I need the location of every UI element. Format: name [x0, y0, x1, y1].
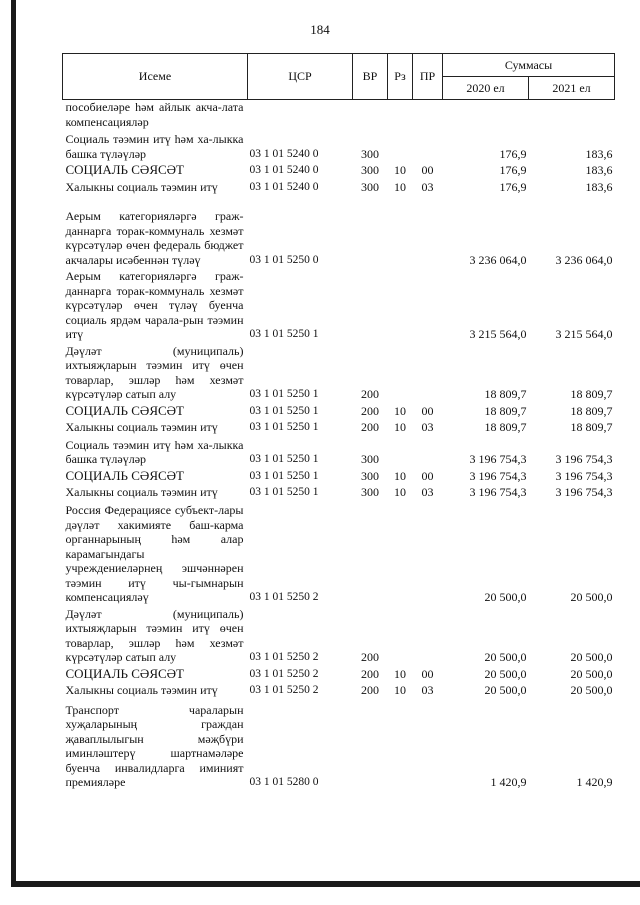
row-vr: [353, 196, 388, 269]
row-rz: 10: [394, 163, 406, 177]
table-header: [63, 54, 615, 100]
row-rz: 10: [394, 683, 406, 697]
row-name: Социаль тәэмин итү һәм ха-лыкка башка түләүләр: [65, 132, 244, 161]
row-rz: [388, 502, 413, 607]
row-csr: [248, 100, 353, 132]
table-row: [63, 437, 615, 469]
row-sum-2021: 3 196 754,3: [555, 468, 613, 483]
table-row: [63, 131, 615, 163]
table-row: [63, 100, 615, 132]
row-sum-2021: 3 196 754,3: [555, 485, 613, 499]
row-pr: [413, 607, 443, 667]
row-vr: [353, 502, 388, 607]
row-csr: 03 1 01 5240 0: [249, 164, 319, 176]
row-name: Социаль тәэмин итү һәм ха-лыкка башка түләүләр: [65, 437, 244, 466]
table-row: [63, 269, 615, 344]
table-row: [63, 196, 615, 269]
row-name: Россия Федерациясе субъект-лары дәүләт хакимияте баш-карма органнарының һәм алар карамагындагы учреждениеләрнең эшчәннәрен тәэмин итү чы-гымнарын компенсацияләү: [65, 503, 244, 604]
header-year-2021: 2021 ел: [529, 77, 615, 100]
row-pr: 00: [421, 468, 434, 483]
row-rz: [388, 196, 413, 269]
row-sum-2021: 3 236 064,0: [555, 252, 613, 267]
row-vr: 200: [361, 403, 379, 418]
row-vr: 300: [361, 146, 379, 161]
row-vr: [353, 700, 388, 792]
row-pr: [413, 437, 443, 469]
row-pr: 00: [421, 666, 434, 681]
row-vr: 200: [361, 666, 379, 681]
row-csr: 03 1 01 5250 1: [249, 388, 319, 400]
row-sum-2020: 20 500,0: [484, 650, 527, 664]
row-sum-2021: 3 196 754,3: [555, 452, 613, 466]
row-pr: 03: [421, 420, 434, 434]
row-vr: 200: [361, 683, 379, 697]
row-rz: 10: [394, 485, 406, 499]
table-row: [63, 420, 615, 437]
header-vr: ВР: [353, 54, 388, 100]
row-rz: [388, 131, 413, 163]
row-rz: [388, 269, 413, 344]
row-rz: [388, 607, 413, 667]
row-name: Дәүләт (муниципаль) ихтыяҗларын тәэмин итү өчен товарлар, эшләр һәм хезмәт күрсәтүләр сатып алу: [65, 343, 244, 401]
row-csr: 03 1 01 5250 1: [249, 404, 319, 417]
page-edge-left: [11, 0, 16, 885]
row-rz: [388, 344, 413, 404]
table-row: [63, 163, 615, 180]
row-pr: 03: [421, 179, 434, 194]
row-pr: 03: [421, 683, 434, 697]
row-vr: 200: [361, 387, 379, 401]
row-name: Аерым категорияләргә граж-даннарга торак-коммуналь хезмәт күрсәтүләр өчен түләү буенча социаль ярдәм чарала-рын тәэмин итү: [65, 269, 244, 341]
row-sum-2021: 20 500,0: [570, 683, 613, 697]
row-csr: 03 1 01 5240 0: [249, 147, 319, 160]
row-rz: 10: [394, 179, 406, 194]
row-sum-2020: 3 196 754,3: [469, 485, 527, 499]
header-sums: Суммасы: [443, 54, 615, 77]
row-sum-2020: 1 420,9: [490, 775, 527, 789]
row-sum-2020: 176,9: [499, 146, 527, 161]
row-sum-2021: 18 809,7: [570, 403, 613, 418]
row-rz: 10: [394, 666, 406, 681]
row-sum-2021: 20 500,0: [570, 590, 613, 604]
page-edge-bottom: [11, 881, 640, 887]
table-row: [63, 683, 615, 700]
row-sum-2020: 176,9: [499, 163, 527, 177]
row-sum-2021: 3 215 564,0: [555, 327, 613, 341]
row-pr: [413, 100, 443, 132]
row-name: Халыкны социаль тәэмин итү: [65, 485, 218, 499]
table-body: [63, 100, 615, 792]
row-vr: 300: [361, 485, 379, 499]
row-sum-2020: 3 215 564,0: [469, 327, 527, 341]
row-vr: 300: [361, 468, 379, 483]
row-sum-2020: 18 809,7: [484, 420, 527, 434]
row-csr: 03 1 01 5250 2: [249, 651, 319, 663]
row-pr: 03: [421, 485, 434, 499]
header-year-2020: 2020 ел: [443, 77, 529, 100]
table-row: [63, 700, 615, 792]
row-sum-2021: [529, 100, 615, 132]
table-row: [63, 180, 615, 197]
row-sum-2020: 3 236 064,0: [469, 252, 527, 267]
row-sum-2020: 176,9: [499, 179, 527, 194]
row-vr: 300: [361, 179, 379, 194]
row-sum-2021: 183,6: [585, 163, 613, 177]
row-sum-2020: 20 500,0: [484, 590, 527, 604]
row-vr: [353, 269, 388, 344]
table-row: [63, 667, 615, 684]
row-sum-2021: 20 500,0: [570, 666, 613, 681]
row-rz: 10: [394, 468, 406, 483]
row-name: СОЦИАЛЬ СӘЯСӘТ: [65, 665, 184, 681]
row-rz: 10: [394, 420, 406, 434]
row-pr: [413, 131, 443, 163]
row-vr: 300: [361, 163, 379, 177]
row-rz: [388, 437, 413, 469]
row-sum-2021: 18 809,7: [570, 387, 613, 401]
row-csr: 03 1 01 5280 0: [249, 776, 319, 788]
row-rz: [388, 100, 413, 132]
header-rz: Рз: [388, 54, 413, 100]
table-row: [63, 344, 615, 404]
row-csr: 03 1 01 5250 1: [249, 486, 319, 498]
row-sum-2021: 20 500,0: [570, 650, 613, 664]
row-csr: 03 1 01 5250 1: [249, 453, 319, 465]
row-vr: 200: [361, 650, 379, 664]
row-sum-2021: 18 809,7: [570, 420, 613, 434]
header-name: Исеме: [63, 54, 248, 100]
row-pr: [413, 502, 443, 607]
row-name: СОЦИАЛЬ СӘЯСӘТ: [65, 402, 184, 418]
row-sum-2021: 183,6: [585, 179, 613, 194]
row-csr: 03 1 01 5250 2: [249, 684, 319, 696]
row-rz: 10: [394, 403, 406, 418]
row-sum-2021: 1 420,9: [576, 775, 613, 789]
row-name: Халыкны социаль тәэмин итү: [65, 683, 218, 697]
row-csr: 03 1 01 5250 2: [249, 591, 319, 603]
row-pr: 00: [421, 403, 434, 418]
row-name: Транспорт чараларын хуҗаларының граждан җаваплылыгын мәҗбүри иминләштерү шартнамәләре буенча инвалидларга иминият премияләре: [65, 702, 244, 789]
row-pr: 00: [421, 163, 434, 177]
row-pr: [413, 196, 443, 269]
row-sum-2020: 3 196 754,3: [469, 468, 527, 483]
row-sum-2020: 20 500,0: [484, 666, 527, 681]
row-csr: 03 1 01 5250 0: [249, 253, 319, 266]
row-pr: [413, 269, 443, 344]
row-name: Халыкны социаль тәэмин итү: [65, 420, 218, 434]
row-pr: [413, 700, 443, 792]
header-pr: ПР: [413, 54, 443, 100]
row-name: Халыкны социаль тәэмин итү: [65, 179, 218, 194]
row-sum-2020: 18 809,7: [484, 403, 527, 418]
row-csr: 03 1 01 5250 1: [249, 328, 319, 340]
row-sum-2020: 18 809,7: [484, 387, 527, 401]
header-csr: ЦСР: [248, 54, 353, 100]
row-sum-2020: 20 500,0: [484, 683, 527, 697]
table-row: [63, 469, 615, 486]
row-csr: 03 1 01 5250 1: [249, 469, 319, 482]
row-rz: [388, 700, 413, 792]
row-vr: 200: [361, 420, 379, 434]
row-csr: 03 1 01 5250 1: [249, 421, 319, 433]
table-row: [63, 502, 615, 607]
row-csr: 03 1 01 5240 0: [249, 180, 319, 193]
page-number: 184: [310, 22, 330, 37]
table-row: [63, 404, 615, 421]
row-name: Аерым категорияләргә граж-даннарга торак-коммуналь хезмәт күрсәтүләр өчен федераль бюджет акчалары исәбеннән түләү: [65, 209, 244, 267]
row-vr: 300: [361, 452, 379, 466]
row-sum-2020: 3 196 754,3: [469, 452, 527, 466]
row-name: СОЦИАЛЬ СӘЯСӘТ: [65, 162, 184, 177]
row-csr: 03 1 01 5250 2: [249, 667, 319, 680]
row-name: пособиеләре һәм айлык акча-лата компенсацияләр: [65, 100, 244, 129]
row-sum-2021: 183,6: [585, 146, 613, 161]
row-name: СОЦИАЛЬ СӘЯСӘТ: [65, 467, 184, 483]
row-sum-2020: [443, 100, 529, 132]
table-row: [63, 485, 615, 502]
row-name: Дәүләт (муниципаль) ихтыяҗларын тәэмин итү өчен товарлар, эшләр һәм хезмәт күрсәтүләр сатып алу: [65, 606, 244, 664]
budget-table: [62, 53, 615, 792]
row-vr: [353, 100, 388, 132]
row-pr: [413, 344, 443, 404]
table-row: [63, 607, 615, 667]
